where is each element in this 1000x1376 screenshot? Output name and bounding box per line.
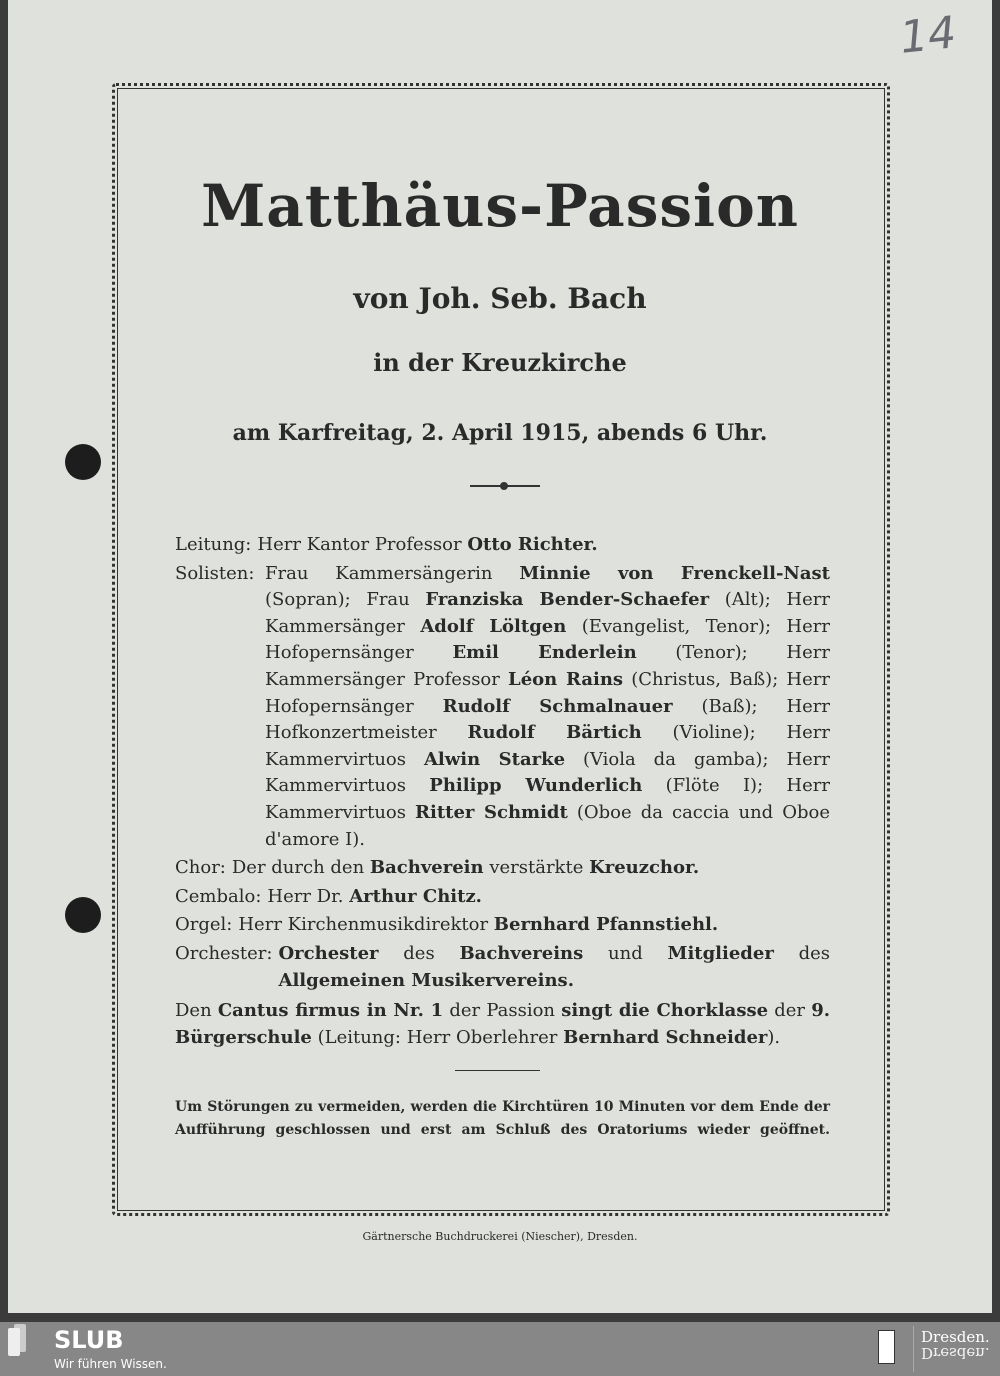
performer-name: Cantus firmus in Nr. 1	[217, 1000, 444, 1022]
performer-name: Mitglieder	[667, 942, 774, 964]
entry-segment: der Passion	[443, 1000, 562, 1022]
venue-line: in der Kreuzkirche	[373, 348, 627, 377]
footer-bar	[0, 1322, 1000, 1376]
entry-text	[238, 912, 830, 939]
entry-text	[267, 884, 830, 911]
entry-chor	[175, 855, 830, 882]
performer-name: Otto Richter.	[467, 534, 598, 555]
performer-name: Kreuzchor.	[589, 857, 700, 879]
entry-cembalo	[175, 884, 830, 911]
slogan: Wir führen Wissen.	[54, 1357, 167, 1371]
performer-name: Rudolf Schmalnauer	[442, 695, 673, 717]
performer-name: 9. Bürgerschule	[175, 1000, 830, 1048]
entry-label: Orchester:	[175, 942, 273, 964]
entry-segment: (Oboe da caccia und Oboe d'amore I).	[265, 801, 830, 850]
dresden-logo-text: Dresden.	[921, 1328, 990, 1346]
handwritten-page-number: 14	[897, 7, 959, 64]
entry-label: Chor:	[175, 857, 226, 879]
entry-label: Leitung:	[175, 534, 252, 555]
book-icon	[8, 1328, 20, 1356]
entry-label: Solisten:	[175, 562, 255, 584]
entry-orgel	[175, 912, 830, 939]
date-line: am Karfreitag, 2. April 1915, abends 6 Uhr.	[232, 420, 768, 446]
entry-segment: des	[378, 942, 460, 964]
entry-segment: Den	[175, 1000, 218, 1022]
performer-name: singt die Chorklasse	[561, 1000, 769, 1022]
entry-segment: (Viola da gamba); Herr Kammervirtuos	[265, 748, 831, 797]
entry-segment: (Alt); Herr Kammersänger	[265, 589, 830, 637]
punch-hole	[65, 897, 101, 933]
performer-name: Arthur Chitz.	[349, 885, 482, 907]
entry-segment: (Evangelist, Tenor); Herr Hofopernsänger	[265, 615, 830, 664]
performer-name: Bernhard Schneider	[563, 1026, 768, 1048]
dresden-logo[interactable]	[921, 1330, 990, 1360]
entry-leitung	[175, 532, 830, 559]
performer-name: Philipp Wunderlich	[429, 775, 643, 797]
performer-name: Orchester	[278, 942, 379, 964]
entry-segment: (Leitung: Herr Oberlehrer	[311, 1026, 564, 1048]
performer-name: Adolf Löltgen	[420, 615, 567, 637]
entry-solisten	[175, 561, 830, 854]
performer-name: Alwin Starke	[423, 748, 566, 770]
entry-text	[232, 855, 830, 882]
entry-note	[175, 998, 830, 1051]
entry-segment: und	[583, 942, 668, 964]
page-title: Matthäus-Passion	[201, 172, 799, 240]
divider	[913, 1326, 914, 1372]
entry-segment: (Tenor); Herr Kammersänger Professor	[265, 642, 830, 690]
entry-text	[265, 561, 830, 854]
entry-segment: (Violine); Herr Kammervirtuos	[265, 722, 830, 770]
printer-imprint: Gärtnersche Buchdruckerei (Niescher), Dresden.	[362, 1230, 638, 1243]
entry-segment: verstärkte	[483, 857, 590, 879]
divider	[455, 1070, 540, 1071]
entry-segment: (Christus, Baß); Herr Hofopernsänger	[265, 668, 830, 717]
composer-line: von Joh. Seb. Bach	[353, 282, 647, 315]
performer-name: Emil Enderlein	[452, 642, 637, 664]
entry-orchester	[175, 941, 830, 994]
ornament-divider	[470, 485, 540, 488]
punch-hole	[65, 444, 101, 480]
entry-segment: ).	[767, 1026, 781, 1048]
performer-name: Ritter Schmidt	[415, 801, 568, 823]
performer-name: Bernhard Pfannstiehl.	[493, 914, 719, 936]
entry-text	[257, 532, 830, 559]
entry-segment: des	[773, 942, 830, 964]
slub-logo[interactable]: SLUB	[54, 1326, 124, 1354]
entry-text	[175, 998, 830, 1051]
entry-segment: Herr Kantor Professor	[257, 534, 468, 555]
entry-text	[278, 941, 830, 994]
entry-segment: Frau Kammersängerin	[265, 562, 520, 584]
entry-label: Cembalo:	[175, 885, 262, 907]
entry-segment: (Baß); Herr Hofkonzertmeister	[265, 695, 831, 744]
entry-segment: Der durch den	[231, 857, 370, 879]
entry-label: Orgel:	[175, 914, 233, 936]
entry-segment: Herr Kirchenmusikdirektor	[238, 914, 494, 936]
entry-segment: der	[768, 1000, 812, 1022]
entry-segment: Herr Dr.	[267, 885, 350, 907]
performer-name: Léon Rains	[508, 668, 624, 690]
performer-name: Rudolf Bärtich	[467, 722, 642, 744]
dresden-crest-icon	[878, 1330, 895, 1364]
performers-list	[175, 532, 830, 1053]
performer-name: Franziska Bender-Schaefer	[425, 589, 710, 611]
performer-name: Bachvereins	[459, 942, 584, 964]
performer-name: Allgemeinen Musikervereins.	[278, 969, 574, 991]
dresden-logo-reflection: Dresden.	[921, 1344, 990, 1362]
notice-text: Um Störungen zu vermeiden, werden die Kirchtüren 10 Minuten vor dem Ende der Aufführung geschlossen und erst am Schluß des Oratoriums wieder geöffnet.	[175, 1099, 830, 1138]
entry-segment: (Flöte I); Herr Kammervirtuos	[265, 775, 830, 823]
performer-name: Minnie von Frenckell-Nast	[519, 562, 830, 584]
performer-name: Bachverein	[369, 857, 484, 879]
entry-segment: (Sopran); Frau	[265, 589, 426, 611]
